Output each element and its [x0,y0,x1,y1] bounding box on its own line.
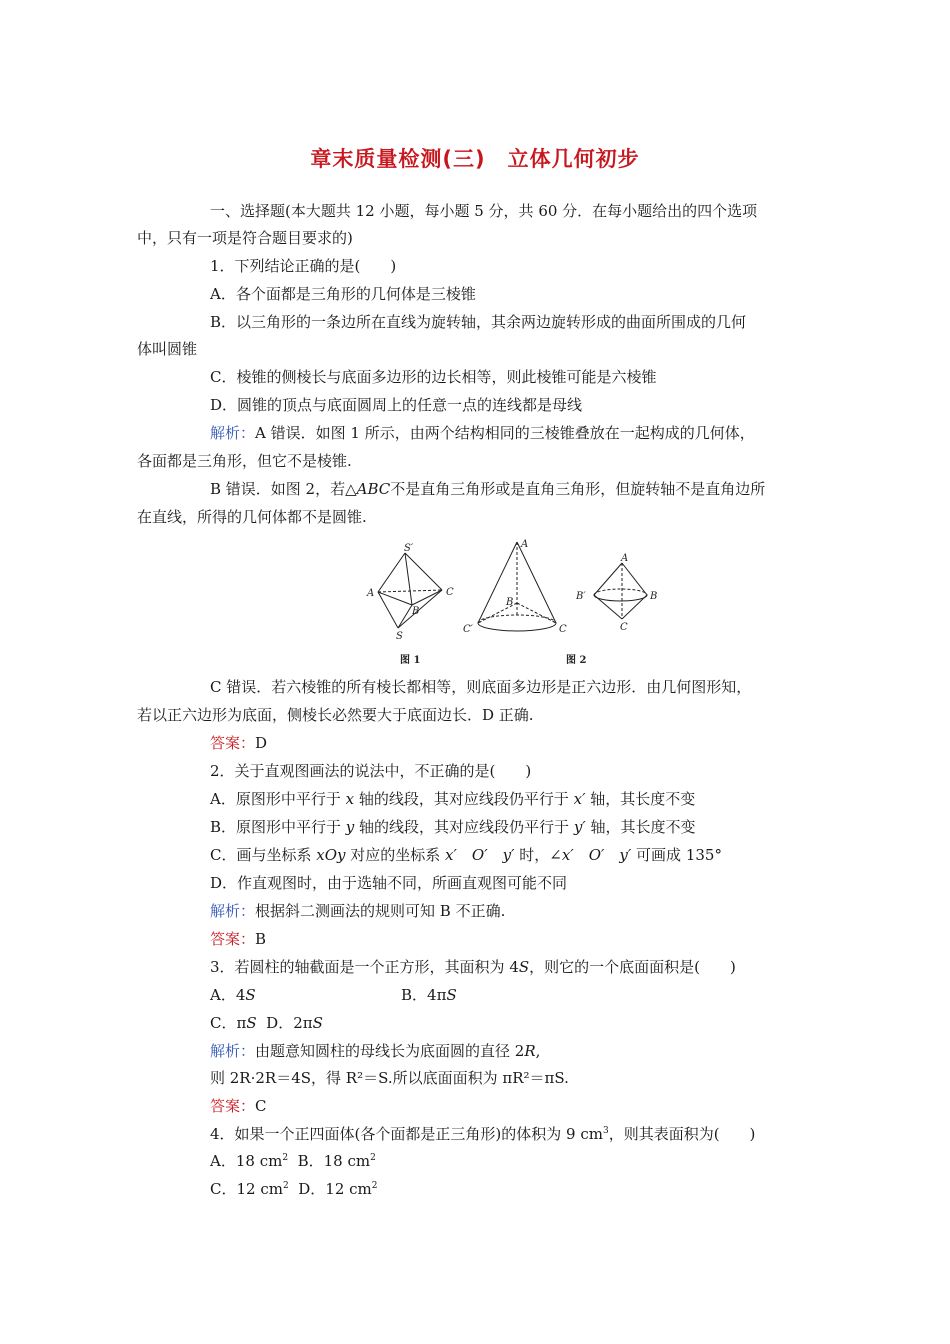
var-x-prime: x′ [573,790,586,808]
var-xoy: xOy [316,846,346,864]
superscript: 3 [602,1126,609,1136]
figure-1-bipyramid [378,553,442,628]
q2-text: C．画与坐标系 [210,846,317,864]
q3-text: 3．若圆柱的轴截面是一个正方形，其面积为 4 [210,958,519,976]
analysis-label: 解析： [210,1042,256,1060]
var-y: y [345,818,355,836]
q2-analysis [210,901,505,921]
q3-option-a [210,985,256,1005]
superscript: 2 [370,1153,376,1163]
q1-analysis-line2: 各面都是三角形，但它不是棱锥. [137,452,352,470]
page-title-main: 章末质量检测(三) [310,147,486,171]
q3-stem [210,957,736,977]
rot-label-b: B [650,591,658,602]
q1-answer-value: D [255,734,268,752]
answer-label: 答案： [210,734,256,752]
analysis-label: 解析： [210,424,256,442]
cone-label-c: C [559,624,567,635]
q3-answer [210,1096,267,1116]
fig1-label-s: S [396,631,403,642]
q4-option-d: D．12 cm [298,1180,372,1198]
superscript: 2 [282,1153,289,1163]
q4-option-ab [210,1151,376,1171]
q3-analysis-line2: 则 2R·2R＝4S，得 R²＝S.所以底面面积为 πR²＝πS. [210,1069,569,1087]
q4-stem [210,1124,755,1144]
answer-label: 答案： [210,1097,256,1115]
fig1-label-c: C [446,587,454,598]
q3-text: B．4π [401,986,447,1004]
q1-analysis-text: A 错误．如图 1 所示，由两个结构相同的三棱锥叠放在一起构成的几何体， [255,424,755,442]
q1-analysis-line6: 若以正六边形为底面，侧棱长必然要大于底面边长．D 正确. [137,706,534,724]
q1-analysis-line4: 在直线，所得的几何体都不是圆锥. [137,508,367,526]
cone-label-b: B [506,597,514,608]
q1-option-c: C．棱锥的侧棱长与底面多边形的边长相等，则此棱锥可能是六棱锥 [210,368,657,386]
q3-text: D．2π [266,1014,313,1032]
var-x: x [345,790,355,808]
q1-analysis-text: B 错误．如图 2，若△ [210,480,357,498]
section-heading-line1: 一、选择题(本大题共 12 小题，每小题 5 分，共 60 分．在每小题给出的四个选项 [210,202,758,220]
rot-label-b-prime: B′ [576,591,586,602]
page-title [0,143,950,173]
q3-answer-value: C [255,1097,267,1115]
superscript: 2 [371,1181,378,1191]
var-s: S [245,986,256,1004]
q2-option-c [210,845,722,865]
q1-option-d: D．圆锥的顶点与底面圆周上的任意一点的连线都是母线 [210,396,583,414]
var-s: S [518,958,530,976]
q1-option-b-line2: 体叫圆锥 [137,340,198,358]
q3-option-cd [210,1013,323,1033]
q1-analysis-text: 不是直角三角形或是直角三角形，但旋转轴不是直角边所 [390,480,766,498]
q4-option-cd [210,1179,378,1199]
var-r: R [524,1042,536,1060]
var-s: S [312,1014,323,1032]
q4-option-c: C．12 cm [210,1180,283,1198]
figure-2-caption: 图 2 [566,655,587,666]
q3-analysis-text: 由题意知圆柱的母线长为底面圆的直径 2 [255,1042,525,1060]
q4-option-a: A．18 cm [210,1152,283,1170]
fig1-label-s-prime: S′ [404,543,414,554]
fig1-label-a: A [367,588,375,599]
rot-label-a: A [621,553,629,564]
var-xoy-prime: x′ O′ y′ [445,846,515,864]
section-heading-line2: 中，只有一项是符合题目要求的) [137,229,353,247]
q2-text: 对应的坐标系 [345,846,446,864]
var-s: S [246,1014,257,1032]
var-s: S [446,986,457,1004]
q3-text: ，则它的一个底面面积是( ) [529,958,736,976]
q4-text: ，则其表面积为( ) [608,1125,756,1143]
figure-diagrams [360,535,670,670]
q4-option-b: B．18 cm [297,1152,371,1170]
q1-option-b-line1: B．以三角形的一条边所在直线为旋转轴，其余两边旋转形成的曲面所围成的几何 [210,313,747,331]
q2-option-b [210,817,696,837]
page-title-sub: 立体几何初步 [507,147,640,171]
figure-2-double-cone [594,563,647,619]
fig1-label-b: B [412,606,420,617]
cone-label-c-prime: C′ [463,624,473,635]
q3-text: A．4 [210,986,246,1004]
q4-text: 4．如果一个正四面体(各个面都是正三角形)的体积为 9 cm [210,1125,603,1143]
q2-answer-value: B [255,930,267,948]
q3-option-b [401,985,457,1005]
var-angle: x′ O′ y′ [561,846,632,864]
triangle-abc: ABC [356,480,391,498]
q3-analysis-line1 [210,1041,540,1061]
q2-option-d: D．作直观图时，由于选轴不同，所画直观图可能不同 [210,874,568,892]
q3-text: C．π [210,1014,247,1032]
q2-text: 时，∠ [514,846,562,864]
q2-option-a [210,789,695,809]
q2-text: 轴，其长度不变 [585,818,696,836]
q2-stem: 2．关于直观图画法的说法中，不正确的是( ) [210,762,532,780]
analysis-label: 解析： [210,902,256,920]
q1-stem: 1．下列结论正确的是( ) [210,257,397,275]
q2-analysis-text: 根据斜二测画法的规则可知 B 不正确. [255,902,506,920]
figure-2-cone [478,542,556,631]
q2-text: 可画成 135° [631,846,722,864]
q3-analysis-text: , [535,1042,541,1060]
q1-option-a: A．各个面都是三角形的几何体是三棱锥 [210,285,476,303]
q2-text: 轴，其长度不变 [585,790,696,808]
superscript: 2 [282,1181,289,1191]
q2-text: A．原图形中平行于 [210,790,346,808]
q2-text: 轴的线段，其对应线段仍平行于 [354,790,574,808]
q1-analysis-line5: C 错误．若六棱锥的所有棱长都相等，则底面多边形是正六边形．由几何图形知， [210,678,752,696]
var-y-prime: y′ [573,818,586,836]
cone-label-a: A [521,539,529,550]
rot-label-c: C [620,622,628,633]
q2-text: 轴的线段，其对应线段仍平行于 [354,818,574,836]
q1-answer [210,733,267,753]
q1-analysis-line3 [210,479,765,499]
q1-analysis-line1 [210,423,755,443]
figure-1-caption: 图 1 [400,655,421,666]
q2-answer [210,929,266,949]
answer-label: 答案： [210,930,256,948]
q2-text: B．原图形中平行于 [210,818,346,836]
